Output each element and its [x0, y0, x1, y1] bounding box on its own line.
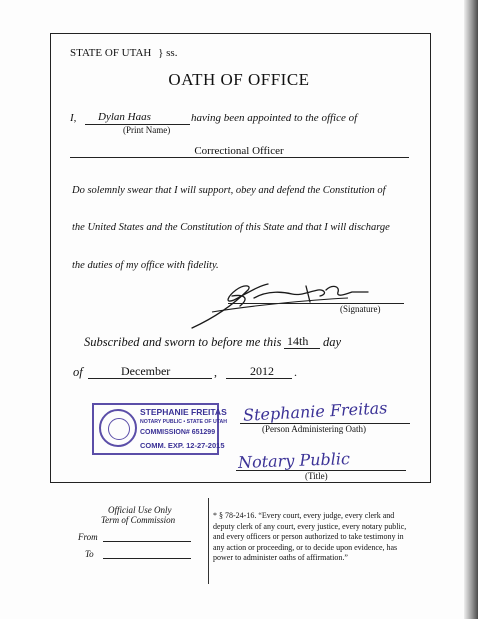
sworn-day-value: 14th	[287, 334, 309, 348]
stamp-expiry: COMM. EXP. 12-27-2015	[140, 441, 225, 450]
sworn-comma: ,	[214, 365, 217, 379]
administrator-caption: (Person Administering Oath)	[262, 424, 366, 434]
sworn-day-word: day	[323, 335, 342, 349]
stamp-line2: NOTARY PUBLIC • STATE OF UTAH	[140, 419, 228, 425]
page-edge-shadow	[464, 0, 478, 619]
office-title: Correctional Officer	[194, 145, 284, 157]
pronoun-i: I,	[70, 112, 77, 124]
state-label: STATE OF UTAH	[70, 47, 152, 59]
state-header	[70, 47, 177, 59]
to-label: To	[85, 549, 94, 559]
statute-line-3: and every officers or person authorized to take testimony in	[213, 532, 404, 541]
sworn-year-field	[226, 364, 292, 379]
sworn-of-word: of	[73, 365, 83, 379]
to-field[interactable]	[103, 558, 191, 559]
stamp-name: STEPHANIE FREITAS	[140, 407, 227, 417]
footer-divider	[208, 498, 209, 584]
sworn-month-value: December	[121, 364, 171, 378]
title-signature: Notary Public	[237, 449, 351, 472]
from-label: From	[78, 532, 98, 542]
signature-caption: (Signature)	[340, 304, 381, 314]
sworn-period: .	[294, 365, 297, 379]
title-caption: (Title)	[305, 471, 328, 481]
print-name-caption: (Print Name)	[123, 125, 171, 135]
statute-line-2: deputy clerk of any court, every justice, every notary public,	[213, 521, 407, 531]
sworn-year-value: 2012	[250, 364, 274, 378]
sworn-day-field	[284, 334, 320, 349]
oath-line-1: Do solemnly swear that I will support, obey and defend the Constitution of	[72, 185, 386, 196]
oath-line-3: the duties of my office with fidelity.	[72, 260, 219, 271]
appointment-text: having been appointed to the office of	[191, 112, 358, 124]
ss-label: } ss.	[158, 47, 178, 59]
statute-line-4: any action or proceeding, or to decide upon evidence, has	[213, 542, 398, 552]
oath-line-2: the United States and the Constitution of this State and that I will discharge	[72, 222, 390, 233]
print-name-field	[85, 111, 190, 125]
print-name-value: Dylan Haas	[98, 111, 151, 123]
sworn-prefix: Subscribed and sworn to before me this	[84, 335, 282, 349]
statute-note	[213, 511, 406, 564]
sworn-month-field	[88, 364, 212, 379]
from-field[interactable]	[103, 541, 191, 542]
official-use-heading: Official Use Only	[108, 505, 172, 515]
notary-stamp	[92, 403, 228, 455]
stamp-commission: COMMISSION# 651299	[140, 429, 216, 436]
office-underline	[70, 157, 409, 158]
statute-line-1: * § 78-24-16. “Every court, every judge, every clerk and	[213, 511, 395, 520]
statute-line-5: power to administer oaths of affirmation.”	[213, 553, 348, 562]
notary-seal-icon	[99, 409, 137, 447]
document-title: OATH OF OFFICE	[168, 70, 310, 89]
administrator-signature: Stephanie Freitas	[242, 398, 388, 425]
term-of-commission-heading: Term of Commission	[101, 515, 176, 525]
